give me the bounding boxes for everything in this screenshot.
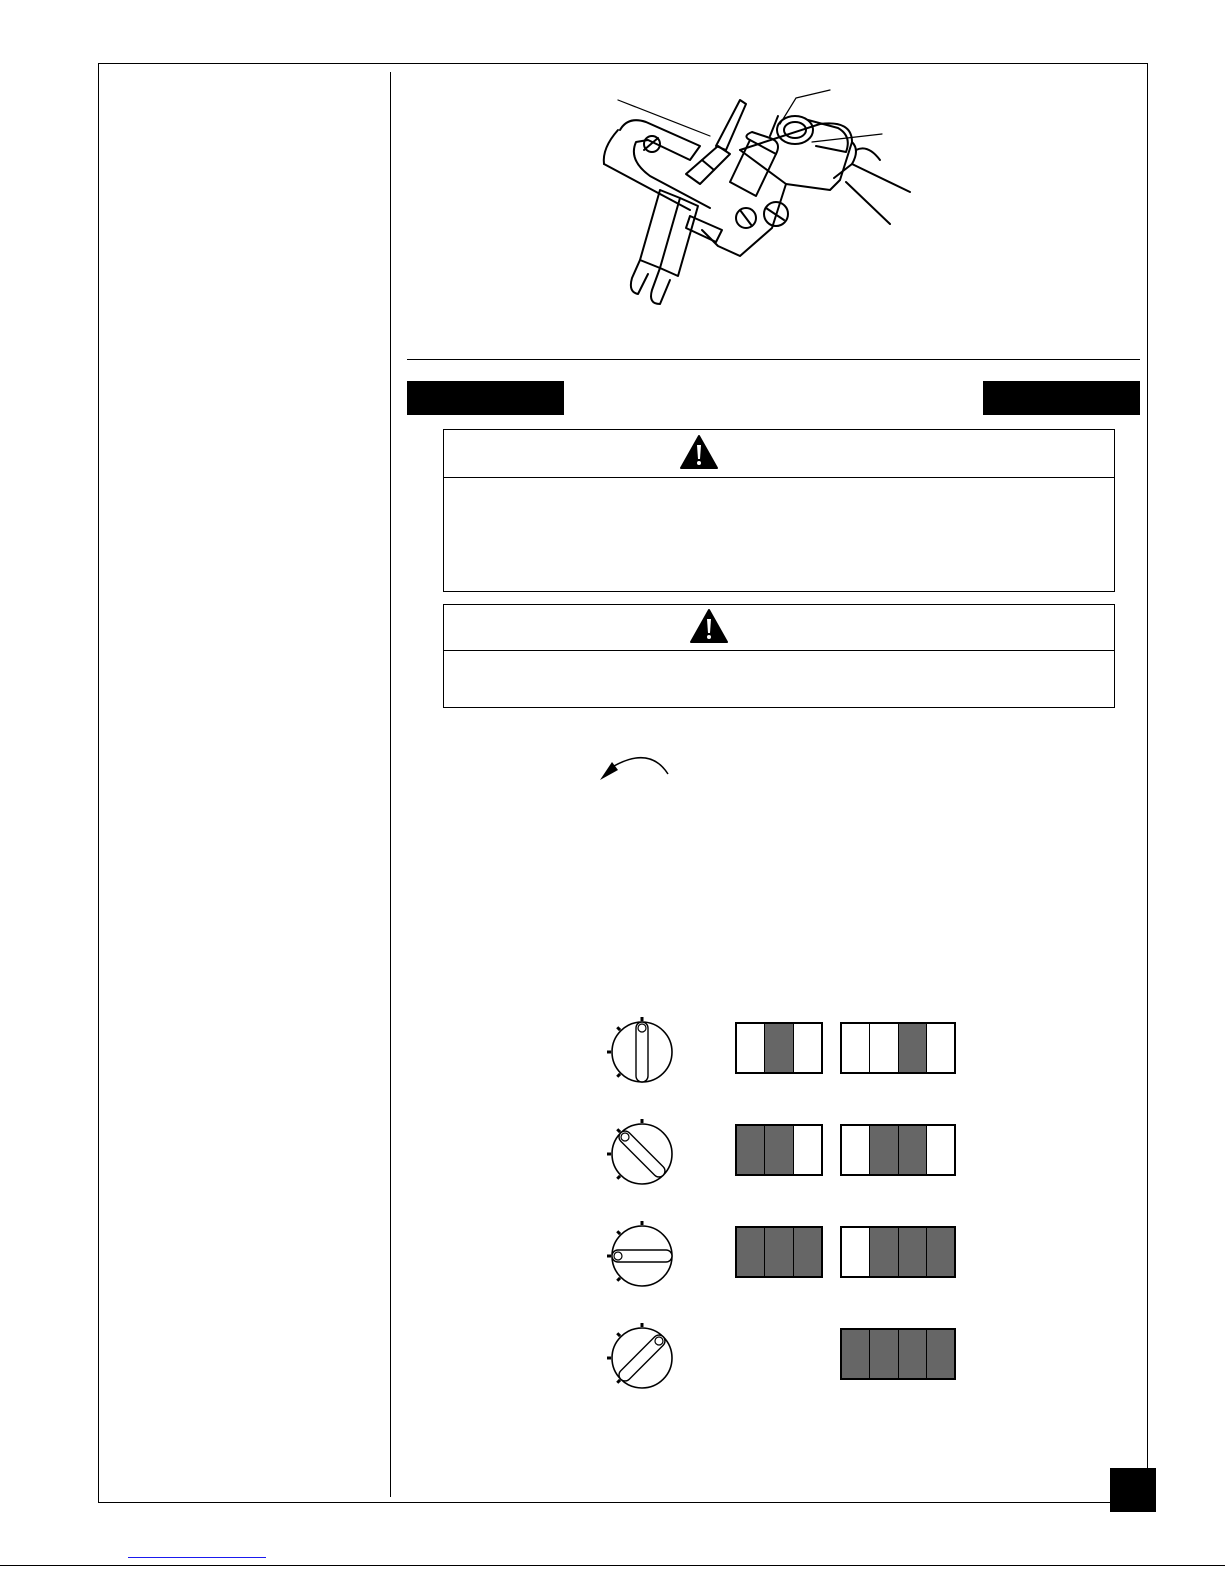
indicator-cell-on <box>870 1126 898 1174</box>
indicator-cell-on <box>899 1126 927 1174</box>
indicator-grid <box>840 1022 956 1074</box>
section-header-tab-left <box>407 381 564 415</box>
indicator-cell-off <box>842 1024 870 1072</box>
indicator-cell-on <box>870 1228 898 1276</box>
indicator-cell-on <box>737 1126 765 1174</box>
indicator-grid <box>840 1226 956 1278</box>
control-knob-icon <box>600 1318 680 1394</box>
indicator-cell-off <box>842 1228 870 1276</box>
footer-rule <box>0 1565 1225 1566</box>
indicator-cell-on <box>927 1228 954 1276</box>
indicator-cell-off <box>737 1024 765 1072</box>
indicator-cell-on <box>794 1228 821 1276</box>
dial-tick-mark <box>617 1176 620 1179</box>
page-number-block <box>1110 1468 1156 1512</box>
warning-box <box>443 429 1115 592</box>
indicator-grid <box>840 1124 956 1176</box>
dial-tick-mark <box>617 1027 620 1030</box>
section-header-tab-right <box>983 381 1140 415</box>
indicator-cell-on <box>842 1330 870 1378</box>
control-knob-icon <box>600 1012 680 1088</box>
dial-tick-mark <box>617 1278 620 1281</box>
indicator-cell-on <box>737 1228 765 1276</box>
indicator-cell-off <box>794 1024 821 1072</box>
indicator-grid <box>735 1226 823 1278</box>
pilot-assembly-illustration <box>590 80 920 320</box>
dial-tick-mark <box>617 1074 620 1077</box>
warning-triangle-icon <box>679 434 719 470</box>
warning-triangle-icon <box>689 608 729 644</box>
dial-pointer-dot <box>614 1252 622 1260</box>
warning-box <box>443 604 1115 708</box>
control-knob-icon <box>600 1216 680 1292</box>
warning-box-header <box>444 430 1114 478</box>
indicator-grid <box>840 1328 956 1380</box>
section-divider <box>407 359 1140 360</box>
indicator-cell-on <box>927 1330 954 1378</box>
indicator-cell-on <box>899 1330 927 1378</box>
dial-tick-mark <box>617 1129 620 1132</box>
dial-tick-mark <box>617 1231 620 1234</box>
indicator-cell-off <box>794 1126 821 1174</box>
dial-pointer-dot <box>638 1024 646 1032</box>
control-knob-icon <box>600 1114 680 1190</box>
footer-link-underline[interactable] <box>128 1557 266 1558</box>
indicator-cell-on <box>765 1126 793 1174</box>
indicator-cell-off <box>870 1024 898 1072</box>
indicator-cell-on <box>765 1228 793 1276</box>
indicator-cell-on <box>899 1228 927 1276</box>
warning-box-header <box>444 605 1114 651</box>
indicator-cell-on <box>870 1330 898 1378</box>
indicator-grid <box>735 1124 823 1176</box>
indicator-cell-on <box>899 1024 927 1072</box>
dial-tick-mark <box>617 1380 620 1383</box>
column-divider <box>390 72 391 1497</box>
indicator-cell-off <box>927 1126 954 1174</box>
dial-tick-mark <box>617 1333 620 1336</box>
indicator-cell-off <box>842 1126 870 1174</box>
indicator-cell-on <box>765 1024 793 1072</box>
counterclockwise-arrow-icon <box>596 752 672 786</box>
indicator-grid <box>735 1022 823 1074</box>
indicator-cell-off <box>927 1024 954 1072</box>
